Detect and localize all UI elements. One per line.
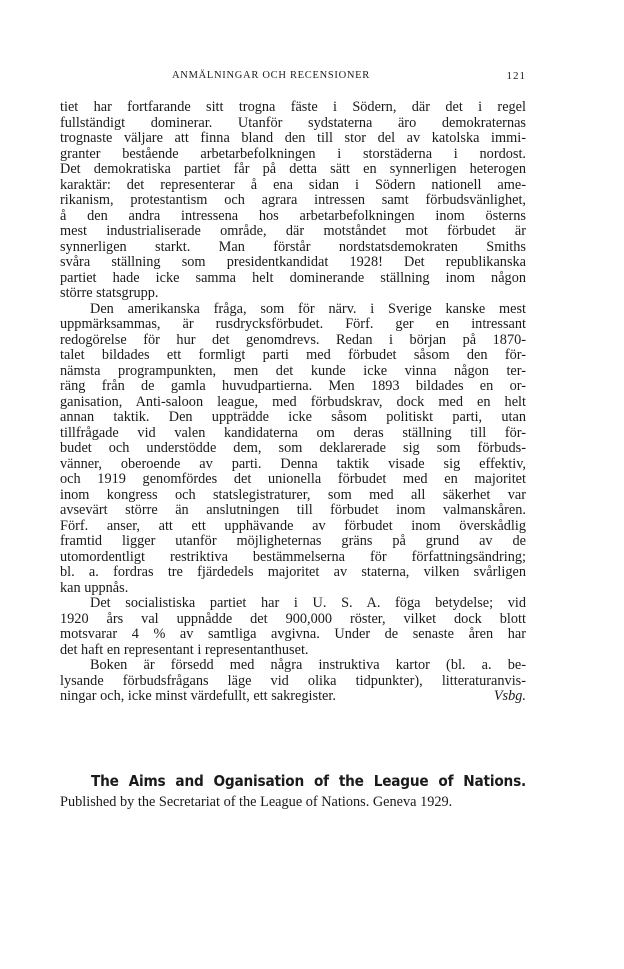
text-line: karaktär: det representerar å ena sidan i Södern nationell ame- <box>60 176 526 193</box>
entry-title: The Aims and Oganisation of the League of Nations. <box>91 772 526 790</box>
text-line: bl. a. fordras tre fjärdedels majoritet av staterna, vilken svårligen <box>60 564 526 580</box>
text-line: rikanism, protestantism och agrara intressen samt förbudsvänlighet, <box>60 192 526 208</box>
text-line: annan taktik. Den uppträdde icke såsom politiskt parti, utan <box>60 409 526 425</box>
paragraph-end-line: större statsgrupp. <box>60 285 159 301</box>
text-line: motsvarar 4 % av samtliga avgivna. Under de senaste åren har <box>60 626 526 642</box>
text-line: partiet hade icke samma helt dominerande ställning inom någon <box>60 269 526 286</box>
text-line: inom kongress och statslegistraturer, som med all säkerhet var <box>60 486 526 503</box>
page-number: 121 <box>506 70 526 82</box>
text-line: redogörelse för hur det genomdrevs. Redan i början på 1870- <box>60 331 526 348</box>
running-head <box>60 70 526 88</box>
text-line: lysande förbudsfrågans läge vid olika tidpunkter), litteraturanvis- <box>60 672 526 689</box>
text-line: fullständigt dominerar. Utanför sydstaterna äro demokraternas <box>60 114 526 131</box>
text-line: vänner, oberoende av parti. Denna taktik visade sig effektiv, <box>60 455 526 472</box>
text-line: synnerligen starkt. Man förstår nordstatsdemokraten Smiths <box>60 238 526 255</box>
new-review-entry <box>60 772 526 810</box>
text-line: utomordentligt restriktiva bestämmelserna för författningsändring; <box>60 548 526 565</box>
text-line: 1920 års val uppnådde det 900,000 röster, vilket dock blott <box>60 610 526 627</box>
text-line: och 1919 genomfördes det unionella förbudet med en majoritet <box>60 471 526 487</box>
text-line: avsevärt större än anslutningen till förbudet inom valmanskåren. <box>60 502 526 518</box>
text-line: Det demokratiska partiet får på detta sätt en synnerligen heterogen <box>60 161 526 177</box>
text-line: tiet har fortfarande sitt trogna fäste i Södern, där det i regel <box>60 99 526 115</box>
text-line: ganisation, Anti-saloon league, med förbudskrav, dock med en helt <box>60 393 526 410</box>
paragraph-first-line: Den amerikanska fråga, som för närv. i Sverige kanske mest <box>90 300 526 317</box>
text-line: framtid ligger utanför möjligheternas gräns på grund av de <box>60 533 526 549</box>
text-line: nämsta programpunkten, men det kunde icke vinna någon ter- <box>60 362 526 379</box>
text-line: ningar och, icke minst värdefullt, ett sakregister. <box>60 688 336 704</box>
signed-line <box>60 689 526 705</box>
text-line: tillfrågade vid valen kandidaterna om deras ställning till för- <box>60 424 526 441</box>
reviewer-signature: Vsbg. <box>493 688 526 704</box>
text-line: mest industrialiserade område, där motståndet mot förbudet är <box>60 223 526 239</box>
text-line: budet och understödde dem, som deklarerade sig som förbuds- <box>60 440 526 456</box>
paragraph-first-line: Boken är försedd med några instruktiva kartor (bl. a. be- <box>90 657 526 673</box>
text-line: svåra ställning som presidentkandidat 1928! Det republikanska <box>60 254 526 270</box>
text-line: uppmärksammas, är rusdrycksförbudet. Förf. ger en intressant <box>60 316 526 332</box>
text-line: å den andra intressena hos arbetarbefolkningen inom österns <box>60 207 526 224</box>
entry-publication-info: Published by the Secretariat of the League of Nations. Geneva 1929. <box>60 794 453 810</box>
text-line: granter bestående arbetarbefolkningen i storstäderna i nordost. <box>60 145 526 162</box>
text-line: räng från de gamla huvudpartierna. Men 1893 bildades en or- <box>60 378 526 394</box>
running-head-title: ANMÄLNINGAR OCH RECENSIONER <box>172 70 370 81</box>
review-body <box>60 100 526 705</box>
paragraph-first-line: Det socialistiska partiet har i U. S. A. föga betydelse; vid <box>90 595 526 611</box>
paragraph-end-line: det haft en representant i representanthuset. <box>60 641 309 658</box>
text-line: Förf. anser, att ett upphävande av förbudet inom överskådlig <box>60 517 526 534</box>
text-line: talet bildades ett formligt parti med förbudet såsom den för- <box>60 347 526 363</box>
text-line: trognaste väljare att finna bland den till stor del av katolska immi- <box>60 130 526 146</box>
paragraph-end-line: kan uppnås. <box>60 579 129 596</box>
